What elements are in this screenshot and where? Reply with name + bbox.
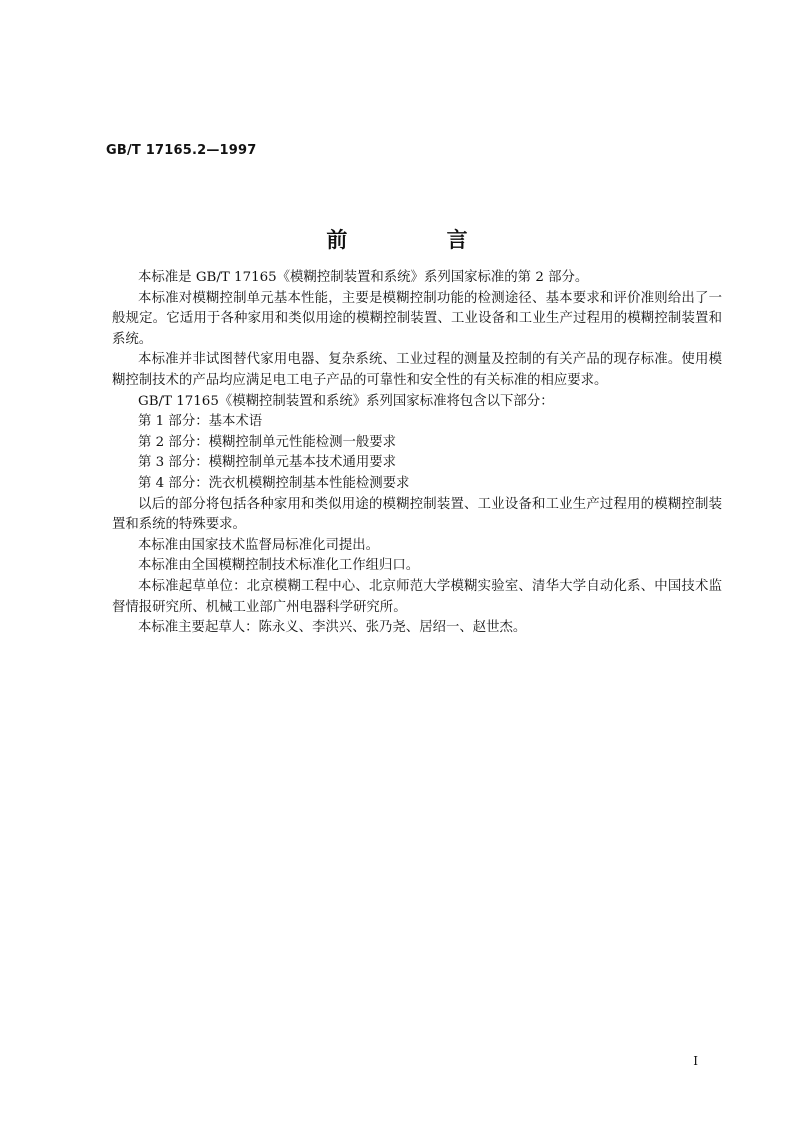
page-title: 前 言	[326, 228, 514, 252]
list-item: 第 4 部分：洗衣机模糊控制基本性能检测要求	[138, 475, 410, 491]
paragraph: 本标准起草单位：北京模糊工程中心、北京师范大学模糊实验室、清华大学自动化系、中国技术监督情报研究所、机械工业部广州电器科学研究所。	[112, 578, 722, 615]
list-item: 第 3 部分：模糊控制单元基本技术通用要求	[138, 455, 397, 471]
standard-code: GB/T 17165.2—1997	[106, 143, 257, 158]
paragraph: 本标准是 GB/T 17165《模糊控制装置和系统》系列国家标准的第 2 部分。	[138, 270, 589, 285]
list-item: 第 2 部分：模糊控制单元性能检测一般要求	[138, 434, 397, 450]
paragraph: 本标准由全国模糊控制技术标准化工作组归口。	[138, 558, 420, 574]
paragraph: 本标准对模糊控制单元基本性能，主要是模糊控制功能的检测途径、基本要求和评价准则给出了一般规定。它适用于各种家用和类似用途的模糊控制装置、工业设备和工业生产过程用的模糊控制装置和系统。	[112, 290, 722, 347]
list-item: 第 1 部分：基本术语	[138, 414, 263, 430]
page-number: I	[693, 1054, 698, 1068]
preface-body	[112, 268, 722, 639]
paragraph: 以后的部分将包括各种家用和类似用途的模糊控制装置、工业设备和工业生产过程用的模糊控制装置和系统的特殊要求。	[112, 496, 722, 533]
paragraph: 本标准由国家技术监督局标准化司提出。	[138, 537, 380, 553]
paragraph: 本标准主要起草人：陈永义、李洪兴、张乃尧、居绍一、赵世杰。	[138, 620, 527, 636]
paragraph: GB/T 17165《模糊控制装置和系统》系列国家标准将包含以下部分：	[138, 393, 554, 409]
paragraph: 本标准并非试图替代家用电器、复杂系统、工业过程的测量及控制的有关产品的现存标准。使用模糊控制技术的产品均应满足电工电子产品的可靠性和安全性的有关标准的相应要求。	[112, 352, 722, 388]
